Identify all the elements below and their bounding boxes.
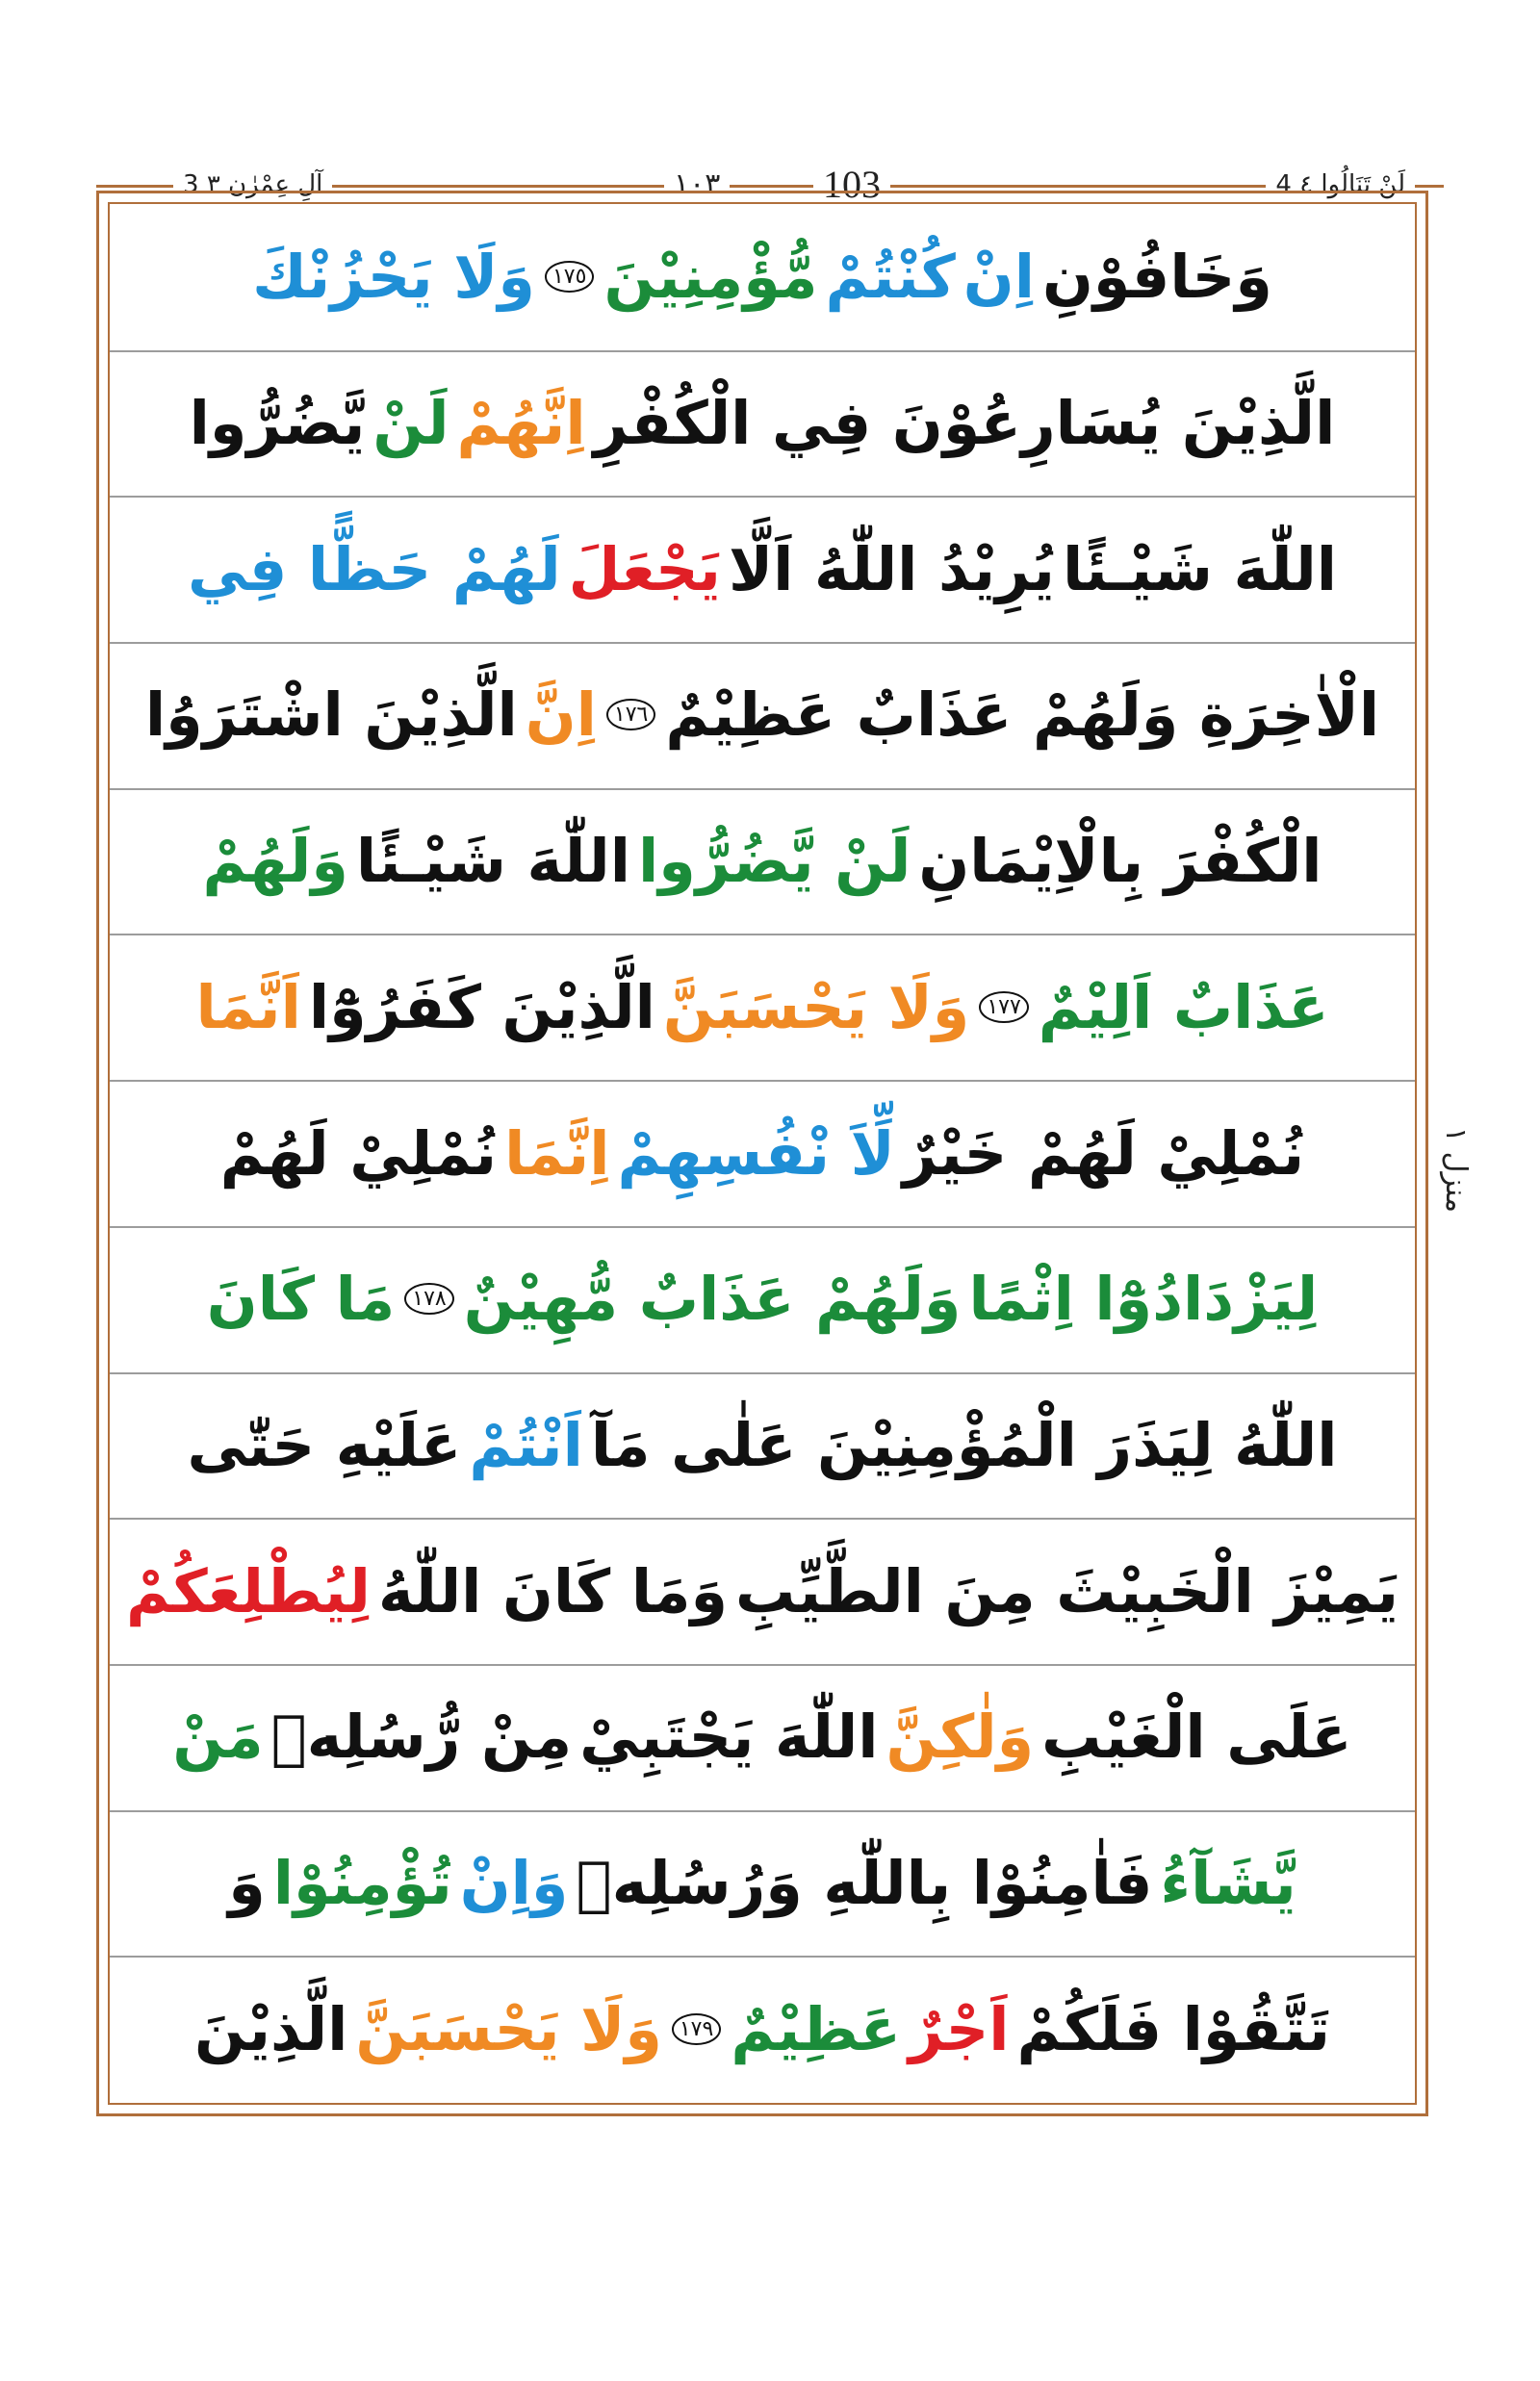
verse-word: نُمْلِيْ لَهُمْ <box>219 1117 498 1189</box>
verse-word: الَّذِيْنَ <box>193 1993 348 2064</box>
verse-word: لَهُمْ حَظًّا فِي <box>187 533 561 604</box>
verse-word: وَاِنْ <box>459 1848 569 1919</box>
text-line-10 <box>110 1518 1415 1666</box>
page-number-urdu: ١٠٣ <box>664 164 730 206</box>
verse-word: نُمْلِيْ لَهُمْ خَيْرٌ <box>902 1117 1305 1189</box>
page-frame <box>96 191 1428 2116</box>
verse-word: تَتَّقُوْا فَلَكُمْ <box>1016 1993 1331 2064</box>
text-line-6 <box>110 934 1415 1083</box>
text-line-3 <box>110 496 1415 644</box>
verse-word: وَلٰكِنَّ <box>886 1702 1035 1773</box>
verse-word: اللّٰهَ شَيْـئًا <box>1062 533 1338 604</box>
verse-word: لِّاَ نْفُسِهِمْ <box>617 1117 895 1189</box>
verse-word: عَلَيْهِ حَتّٰى <box>187 1409 462 1480</box>
verse-word: الْكُفْرَ بِالْاِيْمَانِ <box>918 826 1322 897</box>
text-line-1 <box>110 204 1415 352</box>
verse-word: وَخَافُوْنِ <box>1041 242 1272 313</box>
text-line-8 <box>110 1226 1415 1374</box>
verse-word: اِنَّهُمْ <box>456 388 586 459</box>
verse-word: اِنْ <box>962 242 1035 313</box>
page-number: 103 <box>813 164 890 206</box>
verse-word: يَّضُرُّوا <box>189 388 366 459</box>
verse-word: وَ <box>228 1848 266 1919</box>
verse-word: يَمِيْزَ الْخَبِيْثَ مِنَ الطَّيِّبِ <box>735 1555 1399 1626</box>
verse-word: مِنْ رُّسُلِهٖ <box>270 1702 573 1773</box>
verse-word: وَلَهُمْ <box>202 826 348 897</box>
ayah-number-marker: ١٧٦ <box>606 699 655 730</box>
verse-word: لِيَزْدَادُوْٓا اِثْمًا <box>968 1264 1319 1335</box>
text-line-4 <box>110 642 1415 790</box>
text-line-9 <box>110 1372 1415 1521</box>
verse-word: لَنْ يَّضُرُّوا <box>637 826 911 897</box>
text-line-11 <box>110 1664 1415 1812</box>
verse-word: وَلَا يَحْسَبَنَّ <box>355 1993 662 2064</box>
verse-word: اَنْتُمْ <box>469 1409 583 1480</box>
manzil-marker <box>1423 1097 1490 1242</box>
verse-word: وَمَا كَانَ اللّٰهُ <box>377 1555 729 1626</box>
verse-word: تُؤْمِنُوْا <box>272 1848 452 1919</box>
surah-name-label: 3 آلِ عِمْرٰن ٣ <box>173 164 332 206</box>
verse-word: اِنَّمَا <box>504 1117 610 1189</box>
verse-word: مُّؤْمِنِيْنَ <box>603 242 818 313</box>
text-line-5 <box>110 788 1415 936</box>
verse-word: اللّٰهَ شَيْـئًا <box>355 826 630 897</box>
ayah-number-marker: ١٧٩ <box>672 2013 721 2045</box>
ayah-number-marker: ١٧٥ <box>545 261 594 293</box>
ayah-number-marker: ١٧٧ <box>979 991 1028 1023</box>
verse-word: يُرِيْدُ اللّٰهُ اَلَّا <box>728 533 1055 604</box>
verse-word: يَّشَآءُ <box>1160 1848 1296 1919</box>
manzil-label: منزل ۱ <box>1439 1126 1474 1213</box>
verse-word: عَذَابٌ اَلِيْمٌ <box>1038 971 1329 1042</box>
verse-word: الَّذِيْنَ اشْتَرَوُا <box>144 679 518 751</box>
verse-word: الَّذِيْنَ يُسَارِعُوْنَ فِي الْكُفْرِ <box>593 388 1336 459</box>
verse-word: عَلَى الْغَيْبِ <box>1041 1702 1352 1773</box>
verse-word: وَلَهُمْ عَذَابٌ مُّهِيْنٌ <box>463 1264 962 1335</box>
verse-word: وَلَا يَحْسَبَنَّ <box>662 971 970 1042</box>
verse-word: يَجْعَلَ <box>568 533 721 604</box>
verse-word: فَاٰمِنُوْا بِاللّٰهِ وَرُسُلِهٖ <box>576 1848 1153 1919</box>
verse-word: الْاٰخِرَةِ وَلَهُمْ عَذَابٌ عَظِيْمٌ <box>665 679 1380 751</box>
verse-word: مَنْ <box>172 1702 264 1773</box>
verse-word: اللّٰهُ لِيَذَرَ الْمُؤْمِنِيْنَ عَلٰى مَآ <box>590 1409 1338 1480</box>
verse-word: وَلَا يَحْزُنْكَ <box>252 242 535 313</box>
text-area <box>108 202 1417 2105</box>
verse-word: لَنْ <box>372 388 449 459</box>
verse-word: مَا كَانَ <box>206 1264 396 1335</box>
verse-word: اَجْرٌ <box>909 1993 1010 2064</box>
text-line-7 <box>110 1080 1415 1228</box>
verse-word: لِيُطْلِعَكُمْ <box>125 1555 371 1626</box>
verse-word: اَنَّمَا <box>195 971 301 1042</box>
verse-word: اللّٰهَ يَجْتَبِيْ <box>579 1702 879 1773</box>
verse-word: عَظِيْمٌ <box>731 1993 901 2064</box>
juz-name-label: 4 لَنْ تَنَالُوا ٤ <box>1266 164 1415 206</box>
verse-word: اِنَّ <box>525 679 597 751</box>
text-line-2 <box>110 350 1415 499</box>
text-line-13 <box>110 1956 1415 2102</box>
text-line-12 <box>110 1810 1415 1959</box>
ayah-number-marker: ١٧٨ <box>404 1283 453 1315</box>
verse-word: كُنْتُمْ <box>825 242 956 313</box>
verse-word: الَّذِيْنَ كَفَرُوْٓا <box>308 971 655 1042</box>
